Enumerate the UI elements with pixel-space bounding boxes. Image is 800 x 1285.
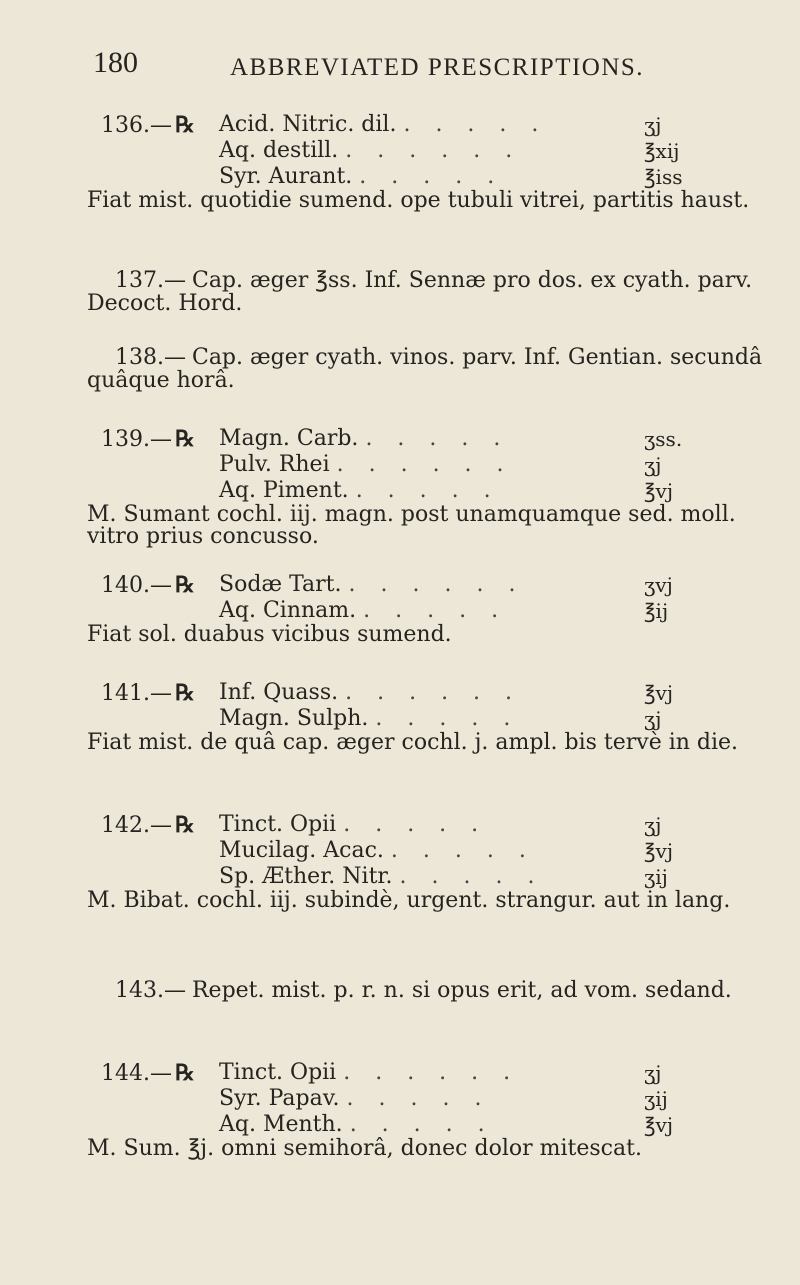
recipe-symbol: ℞ <box>175 572 195 598</box>
ingredient-quantity: ℥vj <box>644 1113 674 1137</box>
rx-number: 142.— <box>101 813 172 838</box>
rx-text: Cap. æger ℥ss. Inf. Sennæ pro dos. ex cyath. parv. Decoct. Hord. <box>87 268 753 316</box>
prescription-143 <box>87 979 787 1002</box>
directions: Fiat mist. quotidie sumend. ope tubuli vitrei, partitis haust. <box>87 188 750 213</box>
prescription-137 <box>87 269 787 315</box>
recipe-symbol: ℞ <box>175 112 195 138</box>
ingredient-quantity: ʒj <box>644 453 662 477</box>
rx-number: 144.— <box>101 1061 172 1086</box>
directions: Fiat mist. de quâ cap. æger cochl. j. ampl. bis tervè in die. <box>87 730 739 755</box>
rx-number: 138.— <box>115 345 186 370</box>
recipe-symbol: ℞ <box>175 812 195 838</box>
rx-number: 143.— <box>115 978 186 1003</box>
dot-leader: . . . . . <box>349 1112 494 1137</box>
prescription-138 <box>87 346 787 392</box>
ingredient-name: Sodæ Tart. <box>219 572 342 597</box>
ingredient-quantity: ʒj <box>644 1061 662 1085</box>
prescription-144 <box>87 1060 791 1161</box>
ingredient-quantity: ʒij <box>644 1087 668 1111</box>
dot-leader: . . . . . . <box>345 138 522 163</box>
dot-leader: . . . . . <box>365 426 510 451</box>
rx-number: 137.— <box>115 268 186 293</box>
ingredient-name: Sp. Æther. Nitr. <box>219 864 393 889</box>
ingredient-quantity: ℥ij <box>644 599 669 623</box>
ingredient-name: Tinct. Opii <box>219 812 337 837</box>
rx-number: 139.— <box>101 427 172 452</box>
ingredient-name: Magn. Sulph. <box>219 706 369 731</box>
dot-leader: . . . . . <box>403 112 548 137</box>
directions: M. Bibat. cochl. iij. subindè, urgent. strangur. aut in lang. <box>87 888 731 913</box>
ingredient-quantity: ʒss. <box>644 427 683 451</box>
prescription-136 <box>87 112 791 213</box>
ingredient-name: Inf. Quass. <box>219 680 339 705</box>
dot-leader: . . . . . <box>399 864 544 889</box>
ingredient-quantity: ℥vj <box>644 839 674 863</box>
recipe-symbol: ℞ <box>175 680 195 706</box>
ingredient-name: Pulv. Rhei <box>219 452 330 477</box>
ingredient-quantity: ℥iss <box>644 165 683 189</box>
page-header <box>0 44 800 84</box>
rx-text: Cap. æger cyath. vinos. parv. Inf. Gentian. secundâ quâque horâ. <box>87 345 763 393</box>
recipe-symbol: ℞ <box>175 1060 195 1086</box>
dot-leader: . . . . . . <box>348 572 525 597</box>
ingredient-quantity: ℥vj <box>644 479 674 503</box>
ingredient-name: Syr. Papav. <box>219 1086 340 1111</box>
directions: M. Sum. ℥j. omni semihorâ, donec dolor mitescat. <box>87 1136 642 1161</box>
dot-leader: . . . . . . <box>345 680 522 705</box>
dot-leader: . . . . . . <box>336 452 513 477</box>
ingredient-name: Syr. Aurant. <box>219 164 353 189</box>
dot-leader: . . . . . <box>363 598 508 623</box>
recipe-symbol: ℞ <box>175 426 195 452</box>
ingredient-quantity: ʒj <box>644 707 662 731</box>
rx-number: 140.— <box>101 573 172 598</box>
ingredient-quantity: ʒj <box>644 813 662 837</box>
ingredient-quantity: ℥xij <box>644 139 680 163</box>
ingredient-quantity: ℥vj <box>644 681 674 705</box>
dot-leader: . . . . . <box>390 838 535 863</box>
running-head: ABBREVIATED PRESCRIPTIONS. <box>230 54 645 81</box>
dot-leader: . . . . . <box>375 706 520 731</box>
ingredient-quantity: ʒij <box>644 865 668 889</box>
dot-leader: . . . . . <box>355 478 500 503</box>
ingredient-name: Mucilag. Acac. <box>219 838 384 863</box>
ingredient-quantity: ʒvj <box>644 573 673 597</box>
directions: Fiat sol. duabus vicibus sumend. <box>87 622 452 647</box>
ingredient-quantity: ʒj <box>644 113 662 137</box>
rx-number: 136.— <box>101 113 172 138</box>
dot-leader: . . . . . <box>359 164 504 189</box>
ingredient-name: Magn. Carb. <box>219 426 359 451</box>
prescription-141 <box>87 680 791 755</box>
prescription-139 <box>87 426 791 549</box>
ingredient-name: Aq. Cinnam. <box>219 598 357 623</box>
dot-leader: . . . . . <box>346 1086 491 1111</box>
dot-leader: . . . . . . <box>343 1060 520 1085</box>
dot-leader: . . . . . <box>343 812 488 837</box>
prescription-142 <box>87 812 791 913</box>
rx-number: 141.— <box>101 681 172 706</box>
ingredient-name: Aq. Piment. <box>219 478 349 503</box>
page-number: 180 <box>93 46 138 79</box>
ingredient-name: Aq. Menth. <box>219 1112 343 1137</box>
rx-text: Repet. mist. p. r. n. si opus erit, ad vom. sedand. <box>191 978 732 1003</box>
ingredient-name: Tinct. Opii <box>219 1060 337 1085</box>
ingredient-name: Aq. destill. <box>219 138 339 163</box>
prescription-140 <box>87 572 791 647</box>
directions: M. Sumant cochl. iij. magn. post unamquamque sed. moll. vitro prius concusso. <box>87 502 736 549</box>
ingredient-name: Acid. Nitric. dil. <box>219 112 397 137</box>
